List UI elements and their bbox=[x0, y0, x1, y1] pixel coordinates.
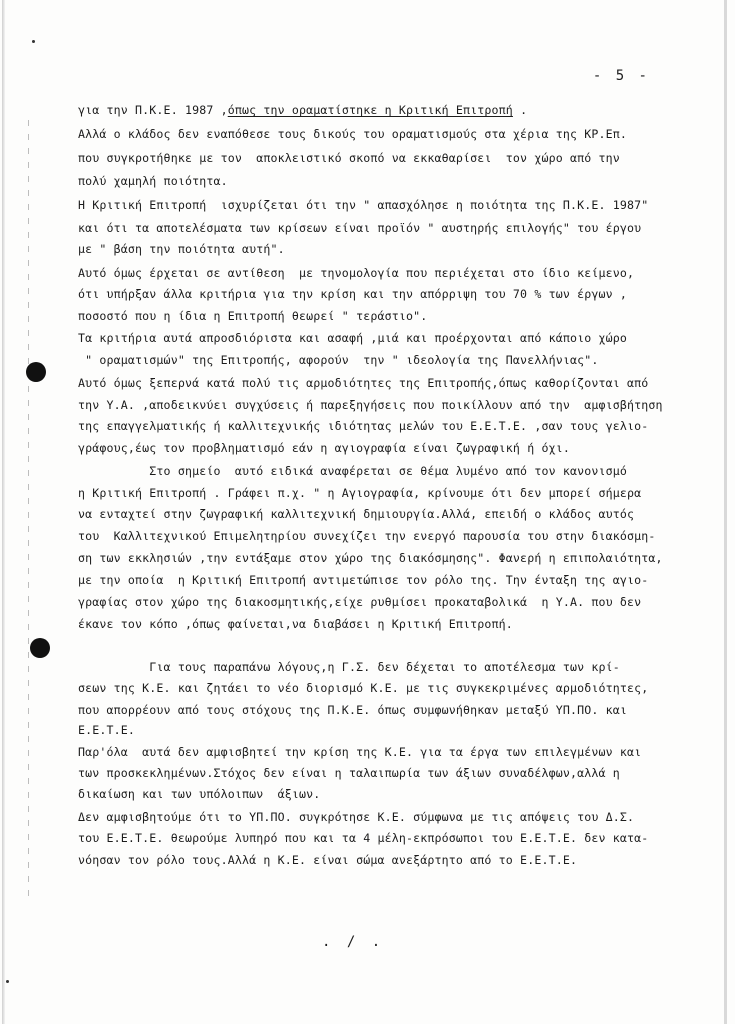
text-line-22: με την οποία η Κριτική Επιτροπή αντιμετώπισε τον ρόλο της. Την ένταξη της αγιο- bbox=[78, 573, 649, 587]
text-line-5: Η Κριτική Επιτροπή ισχυρίζεται ότι την " απασχόλησε η ποιότητα της Π.Κ.Ε. 1987" bbox=[78, 198, 649, 212]
text-line-17: Στο σημείο αυτό ειδικά αναφέρεται σε θέμα λυμένο από τον κανονισμό bbox=[78, 464, 628, 478]
text-line-29: Παρ'όλα αυτά δεν αμφισβητεί την κρίση της Κ.Ε. για τα έργα των επιλεγμένων και bbox=[78, 745, 642, 759]
text-line-24: έκανε τον κόπο ,όπως φαίνεται,να διαβάσει η Κριτική Επιτροπή. bbox=[78, 617, 513, 631]
text-line-19: να ενταχτεί στην ζωγραφική καλλιτεχνική δημιουργία.Αλλά, επειδή ο κλάδος αυτός bbox=[78, 507, 635, 521]
text-line-31: δικαίωση και των υπόλοιπων άξιων. bbox=[78, 787, 321, 801]
continuation-mark: . / . bbox=[322, 934, 385, 950]
text-line-16: γράφους,έως τον προβληματισμό εάν η αγιογραφία είναι ζωγραφική ή όχι. bbox=[78, 441, 570, 455]
text-line-6: και ότι τα αποτελέσματα των κρίσεων είναι προϊόν " αυστηρής επιλογής" του έργου bbox=[78, 221, 642, 235]
page-number: - 5 - bbox=[592, 68, 650, 84]
text-line-14: την Υ.Α. ,αποδεικνύει συγχύσεις ή παρεξηγήσεις που ποικίλλουν από την αμφισβήτηση bbox=[78, 398, 663, 412]
text-line-8: Αυτό όμως έρχεται σε αντίθεση με τηνομολογία που περιέχεται στο ίδιο κείμενο, bbox=[78, 266, 635, 280]
scan-edge-right bbox=[724, 0, 727, 1024]
text-line-30: των προσκεκλημένων.Στόχος δεν είναι η ταλαιπωρία των άξιων συναδέλφων,αλλά η bbox=[78, 766, 620, 780]
underlined-phrase: όπως την οραματίστηκε η Κριτική Επιτροπή bbox=[227, 103, 513, 117]
text-line-11: Τα κριτήρια αυτά απροσδιόριστα και ασαφή ,μιά και προέρχονται από κάποιο χώρο bbox=[78, 331, 628, 345]
binder-shadow-line bbox=[28, 120, 29, 900]
text-line-23: γραφίας στον χώρο της διακοσμητικής,είχε ρυθμίσει προκαταβολικά η Υ.Α. που δεν bbox=[78, 595, 642, 609]
text-line-25: Για τους παραπάνω λόγους,η Γ.Σ. δεν δέχεται το αποτέλεσμα των κρί- bbox=[78, 660, 620, 674]
text-line-12: " οραματισμών" της Επιτροπής, αφορούν την " ιδεολογία της Πανελλήνιας". bbox=[78, 353, 599, 367]
text-line-34: νόησαν τον ρόλο τους.Αλλά η Κ.Ε. είναι σώμα ανεξάρτητο από το Ε.Ε.Τ.Ε. bbox=[78, 853, 578, 867]
scan-speck bbox=[6, 980, 9, 983]
text-segment: για την Π.Κ.Ε. 1987 , bbox=[78, 103, 228, 117]
text-line-13: Αυτό όμως ξεπερνά κατά πολύ τις αρμοδιότητες της Επιτροπής,όπως καθορίζονται από bbox=[78, 376, 649, 390]
text-line-32: Δεν αμφισβητούμε ότι το ΥΠ.ΠΟ. συγκρότησε Κ.Ε. σύμφωνα με τις απόψεις του Δ.Σ. bbox=[78, 810, 635, 824]
text-line-27: που απορρέουν από τους στόχους της Π.Κ.Ε. όπως συμφωνήθηκαν μεταξύ ΥΠ.ΠΟ. και bbox=[78, 703, 628, 717]
text-line-3: που συγκροτήθηκε με τον αποκλειστικό σκοπό να εκκαθαρίσει τον χώρο από την bbox=[78, 151, 620, 165]
punch-hole-top bbox=[26, 362, 46, 382]
text-line-2: Αλλά ο κλάδος δεν εναπόθεσε τους δικούς του οραματισμούς στα χέρια της ΚΡ.Επ. bbox=[78, 127, 628, 141]
scan-edge-left bbox=[2, 0, 5, 1024]
text-line-21: ση των εκκλησιών ,την εντάξαμε στον χώρο της διακόσμησης". Φανερή η επιπολαιότητα, bbox=[78, 551, 663, 565]
text-line-26: σεων της Κ.Ε. και ζητάει το νέο διορισμό Κ.Ε. με τις συγκεκριμένες αρμοδιότητες, bbox=[78, 681, 649, 695]
scan-speck bbox=[32, 40, 35, 43]
text-line-20: του Καλλιτεχνικού Επιμελητηρίου συνεχίζει την ενεργό παρουσία του στην διακόσμη- bbox=[78, 529, 656, 543]
punch-hole-bottom bbox=[30, 638, 50, 658]
text-line-15: της επαγγελματικής ή καλλιτεχνικής ιδιότητας μελών του Ε.Ε.Τ.Ε. ,σαν τους γελιο- bbox=[78, 419, 649, 433]
text-line-10: ποσοστό που η ίδια η Επιτροπή θεωρεί " τεράστιο". bbox=[78, 309, 428, 323]
text-line-7: με " βάση την ποιότητα αυτή". bbox=[78, 242, 285, 256]
text-line-28: Ε.Ε.Τ.Ε. bbox=[78, 723, 136, 737]
text-line-9: ότι υπήρξαν άλλα κριτήρια για την κρίση και την απόρριψη του 70 % των έργων , bbox=[78, 287, 628, 301]
text-line-33: του Ε.Ε.Τ.Ε. θεωρούμε λυπηρό που και τα 4 μέλη-εκπρόσωποι του Ε.Ε.Τ.Ε. δεν κατα- bbox=[78, 831, 649, 845]
text-segment: . bbox=[512, 103, 528, 117]
text-line-4: πολύ χαμηλή ποιότητα. bbox=[78, 174, 228, 188]
text-line-1 bbox=[78, 100, 527, 120]
text-line-18: η Κριτική Επιτροπή . Γράφει π.χ. " η Αγιογραφία, κρίνουμε ότι δεν μπορεί σήμερα bbox=[78, 486, 642, 500]
